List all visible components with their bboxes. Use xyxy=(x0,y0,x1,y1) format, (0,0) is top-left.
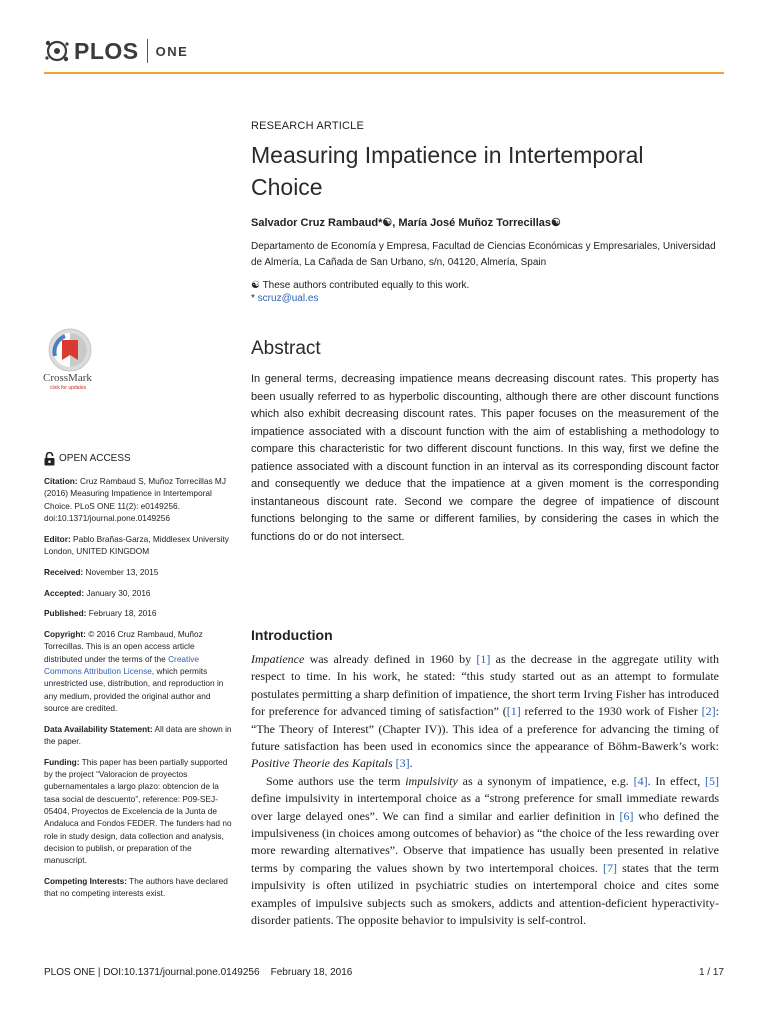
intro-paragraph-2 xyxy=(251,773,719,930)
header-rule xyxy=(44,72,724,74)
corresponding-star: * xyxy=(251,293,258,304)
accepted-date: January 30, 2016 xyxy=(84,587,151,598)
open-lock-icon xyxy=(44,452,55,466)
logo-plos-text: PLOS xyxy=(74,37,139,64)
author-notes xyxy=(251,279,721,305)
article-type: RESEARCH ARTICLE xyxy=(251,120,365,132)
citation-link[interactable]: [1] xyxy=(506,704,521,719)
data-availability-block xyxy=(44,723,234,748)
citation-link[interactable]: [4] xyxy=(633,773,648,788)
text-run: was already defined in 1960 by xyxy=(304,652,477,666)
introduction-heading: Introduction xyxy=(251,627,333,643)
introduction-text xyxy=(251,651,719,930)
text-run: states that the term impulsivity is often utilized in psychiatric studies on intertemporal choice and cites some examples of impulsive subjects such as smokers, addicts and attention-deficient hyperactivity-disorder patients. The opposite behavior to impulsivity is self-control. xyxy=(251,860,719,928)
citation-link[interactable]: [3] xyxy=(395,756,410,771)
citation-text: Cruz Rambaud S, Muñoz Torrecillas MJ (2016) Measuring Impatience in Intertemporal Choice. PLoS ONE 11(2): e0149256. doi:10.1371/journal.pone.0149256 xyxy=(44,476,226,523)
open-access-label: OPEN ACCESS xyxy=(59,452,131,464)
received-date: November 13, 2015 xyxy=(83,566,159,577)
funding-text: This paper has been partially supported by the project “Valoracion de proyectos gubernamentales a largo plazo: obtencion de la tasa social de descuento”, reference: P09-SEJ-05404, Proyectos de Excelencia de la Junta de Andaluca and Fondos FEDER. The funders had no role in study design, data collection and analysis, decision to publish, or preparation of the manuscript. xyxy=(44,756,232,866)
intro-paragraph-1 xyxy=(251,651,719,773)
published-date: February 18, 2016 xyxy=(86,608,157,619)
citation-link[interactable]: [2] xyxy=(701,704,716,719)
text-run: as a synonym of impatience, e.g. xyxy=(457,773,634,788)
text-run: Some authors use the term xyxy=(266,773,406,788)
editor-block xyxy=(44,533,234,558)
page-number: 1 / 17 xyxy=(698,967,724,978)
crossmark-sublabel[interactable]: click for updates xyxy=(50,385,87,391)
page-footer xyxy=(44,967,724,978)
text-run: who defined the impulsiveness (in choices among outcomes of behavior) as “the choice of the less rewarding over more rewarding alternatives”. Observe that impatience has usually been presented in relative terms by comparing the values shown by two intertemporal choices. xyxy=(251,808,719,875)
abstract-heading: Abstract xyxy=(251,338,321,359)
logo-one-text: ONE xyxy=(155,43,189,59)
logo-separator xyxy=(147,39,148,63)
correspondence-note xyxy=(251,292,721,305)
text-run: referred to the 1930 work of Fisher xyxy=(520,704,702,719)
copyright-block xyxy=(44,628,234,714)
abstract-text: In general terms, decreasing impatience means decreasing discount rates. This property has been usually referred to as hyperbolic discounting, although there are other discount functions which also exhibit decreasing discount rates. This paper focuses on the measurement of the impatience associated with a discount function with the aim of establishing a methodology to compare this characteristic for two different discount functions. In this way, first we define the patience associated with a discount function in an interval as its corresponding discount factor and consequently we deduce that the impatience at a given moment is the corresponding instantaneous discount rate. Second we compare the degree of impatience of discount functions belonging to the same or different families, by considering the cases in which the functions do or do not intersect. xyxy=(251,373,719,543)
text-run: . In effect, xyxy=(647,773,705,788)
funding-block xyxy=(44,756,234,867)
received-block xyxy=(44,566,234,578)
email-link[interactable]: scruz@ual.es xyxy=(257,293,319,304)
published-label: Published: xyxy=(44,608,87,619)
editor-label: Editor: xyxy=(44,533,71,544)
citation-link[interactable]: [7] xyxy=(602,860,617,875)
citation-link[interactable]: [1] xyxy=(476,652,491,666)
funding-label: Funding: xyxy=(44,756,80,767)
accepted-block xyxy=(44,587,234,599)
citation-label: Citation: xyxy=(44,476,78,486)
copyright-label: Copyright: xyxy=(44,629,86,640)
footer-journal-doi-date: PLOS ONE | DOI:10.1371/journal.pone.0149256 February 18, 2016 xyxy=(44,967,353,978)
text-run: as the decrease in the aggregate utility with respect to time. In his work, he stated: “this study started out as an attempt to formulate postulates permitting a sharp definition of impatience, the short term Irving Fisher has introduced for preference for advanced timing of satisfaction” ( xyxy=(251,652,719,719)
affiliation: Departamento de Economía y Empresa, Facultad de Ciencias Económicas y Empresariales, Universidad de Almería, La Cañada de San Urbano, s/n, 04120, Almería, Spain xyxy=(251,241,716,268)
accepted-label: Accepted: xyxy=(44,587,85,598)
license-link[interactable]: Creative Commons Attribution License xyxy=(44,653,199,677)
data-availability-text: All data are shown in the paper. xyxy=(44,723,232,747)
author-list: Salvador Cruz Rambaud*☯, María José Muñoz Torrecillas☯ xyxy=(251,217,561,229)
equal-contribution-note: ☯ These authors contributed equally to this work. xyxy=(251,280,470,291)
published-block xyxy=(44,607,234,619)
open-access-badge xyxy=(44,452,234,466)
italic-term: Impatience xyxy=(251,652,305,666)
competing-interests-text: The authors have declared that no competing interests exist. xyxy=(44,876,228,899)
editor-text: Pablo Brañas-Garza, Middlesex University London, UNITED KINGDOM xyxy=(44,533,229,556)
article-title: Measuring Impatience in Intertemporal Choice xyxy=(251,142,644,200)
text-run: . xyxy=(409,756,413,771)
text-run: : “The Theory of Interest” (Chapter IV)). This idea of a preference for advancing the timing of future satisfaction has been used in economics since the appearance of Böhm-Bawerk’s work: xyxy=(251,704,719,754)
copyright-text: © 2016 Cruz Rambaud, Muñoz Torrecillas. This is an open access article distributed under the terms of the xyxy=(44,629,203,664)
article-metadata-sidebar xyxy=(44,452,234,908)
citation-link[interactable]: [5] xyxy=(705,773,719,788)
plos-logo-icon xyxy=(44,38,70,64)
received-label: Received: xyxy=(44,566,84,577)
data-availability-label: Data Availability Statement: xyxy=(44,723,153,734)
italic-title: Positive Theorie des Kapitals xyxy=(251,756,393,771)
copyright-text-end: , which permits unrestricted use, distribution, and reproduction in any medium, provided the original author and source are credited. xyxy=(44,666,224,713)
plos-one-logo xyxy=(44,36,188,66)
crossmark-label[interactable]: CrossMark xyxy=(43,372,92,384)
crossmark-icon[interactable] xyxy=(44,326,96,374)
italic-term: impulsivity xyxy=(405,773,458,788)
competing-interests-label: Competing Interests: xyxy=(44,876,127,887)
competing-interests-block xyxy=(44,875,234,900)
citation-link[interactable]: [6] xyxy=(619,808,634,823)
citation-block xyxy=(44,475,234,524)
text-run: define impulsivity in intertemporal choice as a “strong preference for small immediate rewards over large delayed ones”. We can find a similar and earlier definition in xyxy=(251,791,719,823)
